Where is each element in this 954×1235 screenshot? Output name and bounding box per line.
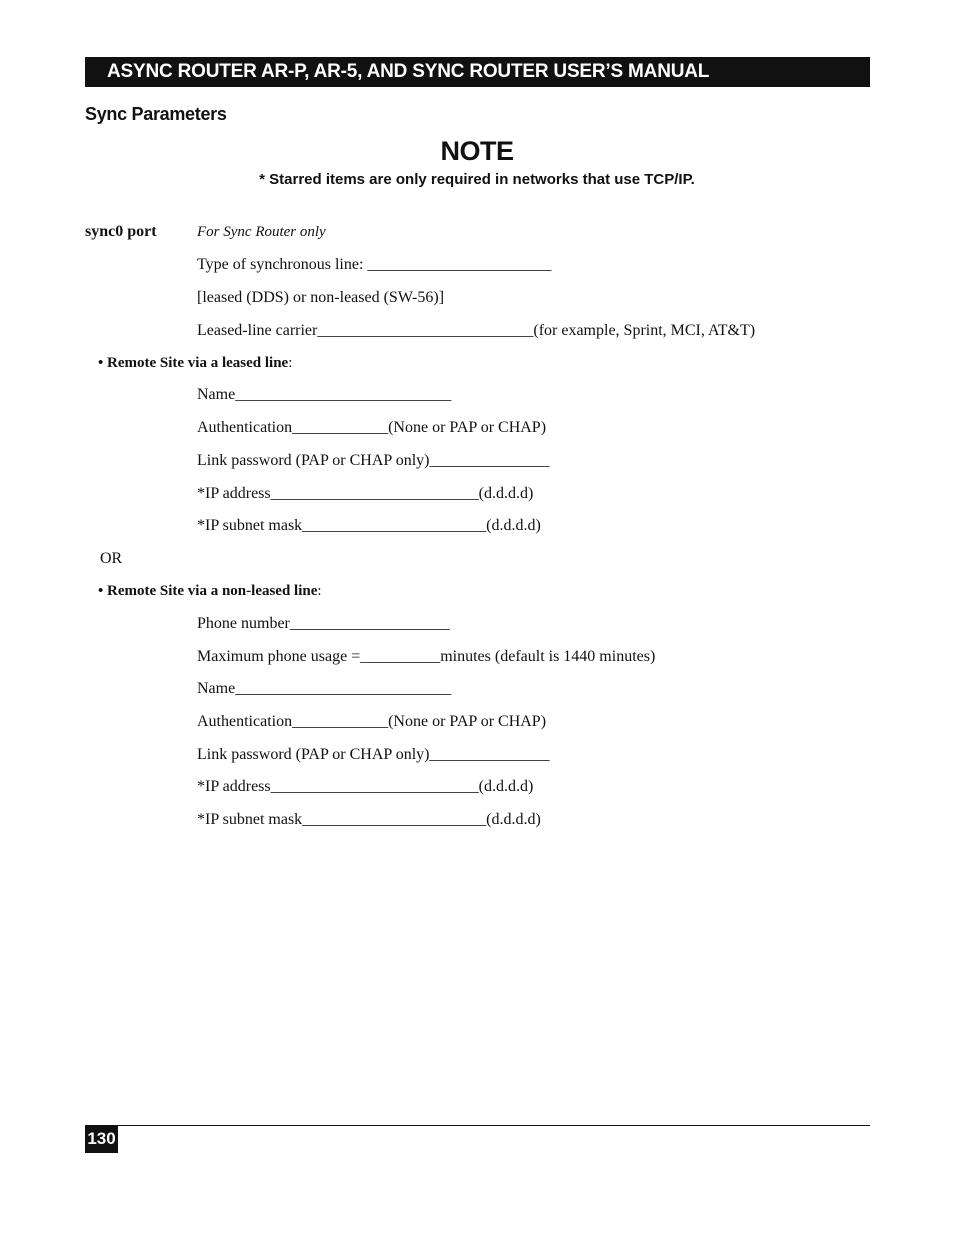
note-title: NOTE — [440, 136, 514, 166]
page-number: 130 — [85, 1125, 118, 1153]
sync-port-subtitle: For Sync Router only — [197, 224, 326, 240]
footer-rule — [85, 1125, 870, 1126]
leased-authentication-field: Authentication____________(None or PAP or CHAP) — [197, 419, 547, 436]
nonleased-line-heading — [98, 581, 322, 601]
nonleased-line-heading-text: • Remote Site via a non-leased line — [98, 583, 318, 599]
leased-line-heading-colon: : — [288, 355, 293, 371]
leased-link-password-field: Link password (PAP or CHAP only)_______________ — [197, 452, 550, 469]
nonleased-ip-subnet-field: *IP subnet mask_______________________(d.d.d.d) — [197, 811, 541, 828]
sync-line-type-field: Type of synchronous line: _______________________ — [197, 256, 552, 273]
nonleased-link-password-field: Link password (PAP or CHAP only)_______________ — [197, 746, 550, 763]
sync-line-type-options: [leased (DDS) or non-leased (SW-56)] — [197, 289, 445, 306]
leased-name-field: Name___________________________ — [197, 386, 452, 403]
nonleased-phone-field: Phone number____________________ — [197, 615, 450, 632]
section-title: Sync Parameters — [85, 104, 227, 124]
running-header: ASYNC ROUTER AR-P, AR-5, AND SYNC ROUTER USER’S MANUAL — [85, 57, 870, 87]
sync-port-label: sync0 port — [85, 223, 157, 240]
nonleased-authentication-field: Authentication____________(None or PAP or CHAP) — [197, 713, 547, 730]
nonleased-line-heading-colon: : — [317, 583, 322, 599]
leased-ip-address-field: *IP address__________________________(d.d.d.d) — [197, 485, 534, 502]
nonleased-name-field: Name___________________________ — [197, 680, 452, 697]
leased-line-heading-text: • Remote Site via a leased line — [98, 355, 289, 371]
or-separator: OR — [100, 550, 123, 567]
leased-line-carrier-field: Leased-line carrier___________________________(for example, Sprint, MCI, AT&T) — [197, 322, 756, 339]
nonleased-ip-address-field: *IP address__________________________(d.d.d.d) — [197, 778, 534, 795]
nonleased-max-usage-field: Maximum phone usage =__________minutes (default is 1440 minutes) — [197, 648, 656, 665]
leased-line-heading — [98, 353, 292, 373]
leased-ip-subnet-field: *IP subnet mask_______________________(d.d.d.d) — [197, 517, 541, 534]
note-text: * Starred items are only required in networks that use TCP/IP. — [259, 171, 695, 188]
